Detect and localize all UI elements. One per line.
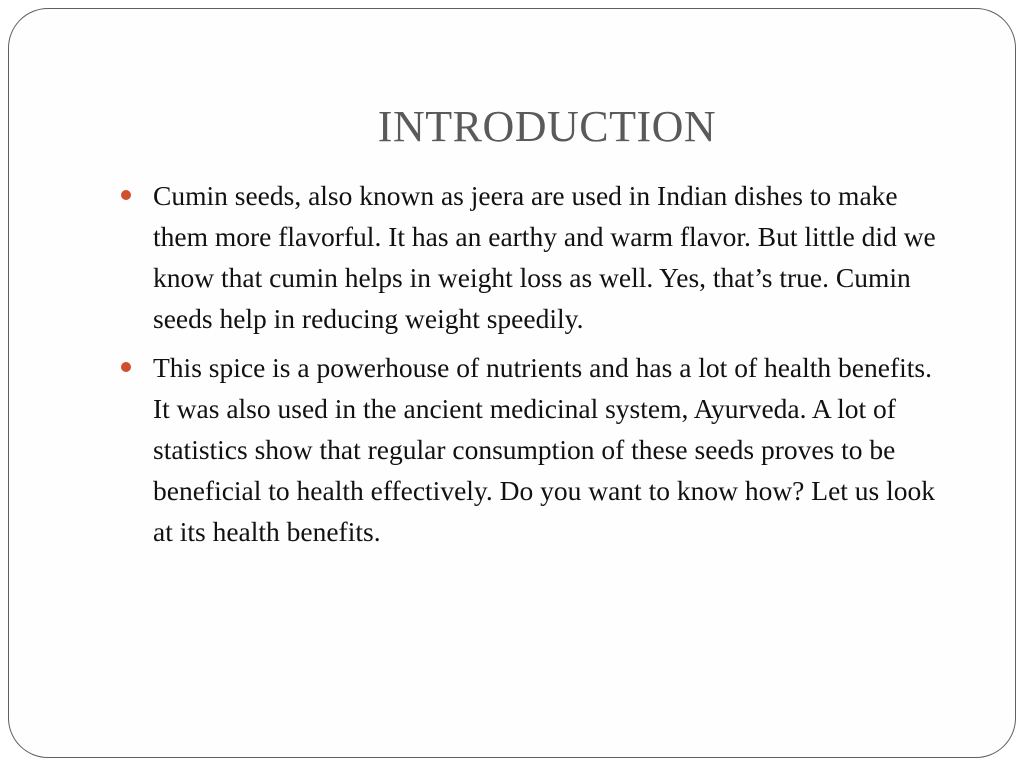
bullet-text: This spice is a powerhouse of nutrients and has a lot of health benefits. It was also used in the ancient medicinal system, Ayurveda. A lot of statistics show that regular consumption of these seeds proves to be beneficial to health effectively. Do you want to know how? Let us look at its health benefits. (153, 352, 936, 547)
bullet-dot-icon (121, 190, 131, 200)
bullet-dot-icon (121, 362, 131, 372)
bullet-item (119, 175, 949, 339)
bullet-item (119, 347, 949, 552)
bullet-text: Cumin seeds, also known as jeera are used in Indian dishes to make them more flavorful. It has an earthy and warm flavor. But little did we know that cumin helps in weight loss as well. Yes, that’s true. Cumin seeds help in reducing weight speedily. (153, 180, 936, 334)
slide-title: INTRODUCTION (377, 102, 717, 151)
bullet-list (119, 175, 949, 560)
slide-frame (8, 8, 1016, 758)
